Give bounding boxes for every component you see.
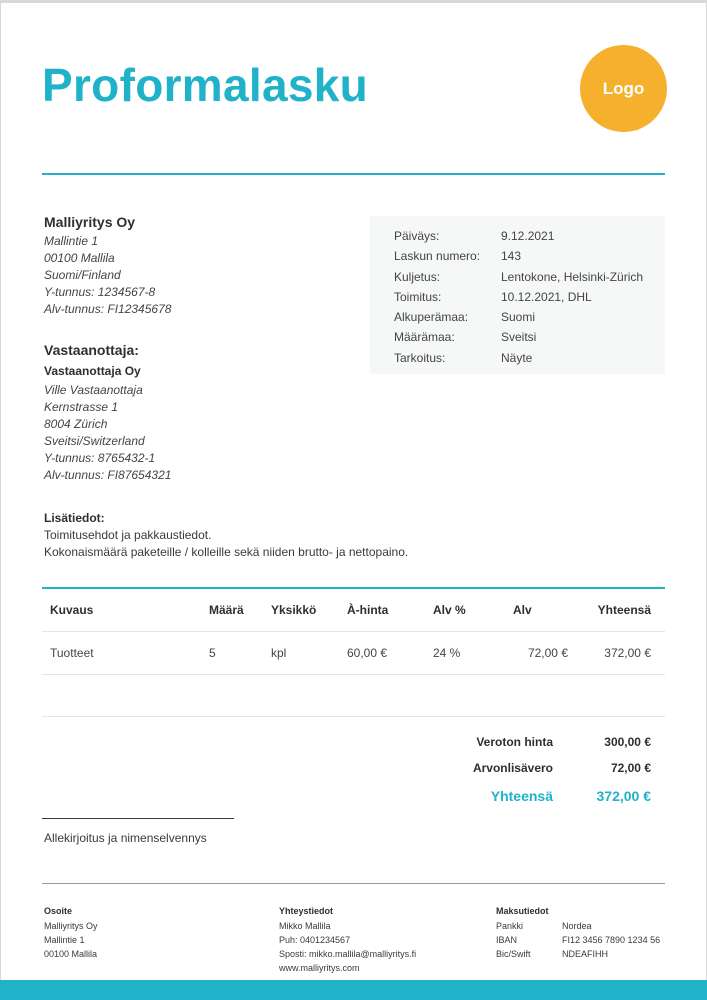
- info-label: Kuljetus:: [394, 269, 441, 284]
- cell-vat: 72,00 €: [527, 646, 568, 660]
- recipient-company: Vastaanottaja Oy: [44, 364, 141, 378]
- payment-row-bank: [496, 919, 660, 933]
- sender-address-line: Suomi/Finland: [44, 268, 121, 282]
- info-row-destination: [394, 327, 665, 347]
- payment-label: Bic/Swift: [496, 949, 531, 959]
- footer-address: [44, 904, 98, 961]
- recipient-address-line: 8004 Zürich: [44, 417, 108, 431]
- header-vat-percent: Alv %: [433, 603, 466, 617]
- recipient-business-id: Y-tunnus: 8765432-1: [44, 451, 156, 465]
- total-value: 300,00 €: [604, 735, 651, 749]
- company-logo: [580, 45, 667, 132]
- table-row: [42, 632, 665, 675]
- header-quantity: Määrä: [209, 603, 244, 617]
- sender-business-id: Y-tunnus: 1234567-8: [44, 285, 156, 299]
- info-value: Näyte: [501, 350, 533, 365]
- sender-company: Malliyritys Oy: [44, 214, 136, 230]
- sender-address-line: 00100 Mallila: [44, 251, 115, 265]
- footer-payment: [496, 904, 660, 961]
- footer-contact: [279, 904, 416, 975]
- total-row-vat: [430, 755, 665, 781]
- grand-total-value: 372,00 €: [596, 788, 651, 804]
- sender-block: [44, 214, 344, 318]
- info-row-transport: [394, 267, 665, 287]
- footer-contact-email: Sposti: mikko.mallila@malliyritys.fi: [279, 949, 417, 959]
- info-label: Alkuperämaa:: [394, 310, 469, 325]
- additional-info: [44, 510, 664, 561]
- totals-block: [430, 729, 665, 811]
- table-header: [42, 589, 665, 632]
- cell-quantity: 5: [209, 646, 216, 660]
- payment-row-iban: [496, 933, 660, 947]
- payment-value: Nordea: [562, 921, 592, 931]
- footer-contact-website: www.malliyritys.com: [279, 963, 360, 973]
- cell-unit: kpl: [271, 646, 287, 660]
- payment-row-bic: [496, 947, 660, 961]
- cell-vat-percent: 24 %: [433, 646, 461, 660]
- info-value: 10.12.2021, DHL: [501, 289, 592, 304]
- info-row-invoice-number: [394, 246, 665, 266]
- invoice-info-box: [370, 216, 665, 374]
- document-title: Proformalasku: [42, 59, 369, 111]
- info-label: Laskun numero:: [394, 249, 481, 264]
- payment-label: IBAN: [496, 935, 518, 945]
- header-unit: Yksikkö: [271, 603, 317, 617]
- footer-contact-heading: Yhteystiedot: [279, 906, 334, 916]
- table-bottom-divider: [42, 716, 665, 717]
- info-label: Toimitus:: [394, 289, 442, 304]
- total-label: Arvonlisävero: [472, 761, 553, 775]
- info-row-purpose: [394, 348, 665, 368]
- info-value: 143: [501, 249, 522, 264]
- cell-description: Tuotteet: [50, 646, 94, 660]
- total-row-grand: [430, 781, 665, 811]
- header-total: Yhteensä: [597, 603, 651, 617]
- logo-text: Logo: [602, 78, 645, 98]
- recipient-block: [44, 342, 344, 484]
- bottom-accent-bar: [0, 980, 707, 1000]
- recipient-address-line: Sveitsi/Switzerland: [44, 434, 145, 448]
- footer-address-heading: Osoite: [44, 906, 73, 916]
- header-unit-price: À-hinta: [347, 603, 389, 617]
- total-label: Veroton hinta: [476, 735, 553, 749]
- header-vat: Alv: [513, 603, 532, 617]
- grand-total-label: Yhteensä: [490, 788, 553, 804]
- sender-vat-id: Alv-tunnus: FI12345678: [44, 302, 172, 316]
- payment-label: Pankki: [496, 921, 524, 931]
- footer-address-line: Mallintie 1: [44, 935, 85, 945]
- additional-info-heading: Lisätiedot:: [44, 511, 105, 525]
- footer-address-line: Malliyritys Oy: [44, 921, 98, 931]
- additional-info-line: Toimitusehdot ja pakkaustiedot.: [44, 528, 212, 542]
- footer-payment-heading: Maksutiedot: [496, 906, 549, 916]
- footer-divider: [42, 883, 665, 884]
- info-value: Suomi: [501, 310, 536, 325]
- sender-address-line: Mallintie 1: [44, 234, 99, 248]
- info-value: Sveitsi: [501, 330, 537, 345]
- total-row-net: [430, 729, 665, 755]
- recipient-address-line: Ville Vastaanottaja: [44, 383, 143, 397]
- header-description: Kuvaus: [50, 603, 94, 617]
- signature-caption: Allekirjoitus ja nimenselvennys: [44, 831, 207, 845]
- footer-contact-name: Mikko Mallila: [279, 921, 331, 931]
- items-table: [42, 587, 665, 675]
- signature-line: [42, 818, 234, 819]
- header-divider: [42, 173, 665, 175]
- recipient-address-line: Kernstrasse 1: [44, 400, 119, 414]
- payment-value: NDEAFIHH: [562, 949, 609, 959]
- info-value: 9.12.2021: [501, 229, 555, 243]
- info-label: Määrämaa:: [394, 330, 455, 345]
- recipient-vat-id: Alv-tunnus: FI87654321: [44, 468, 172, 482]
- info-label: Päiväys:: [394, 229, 440, 243]
- info-row-delivery: [394, 287, 665, 307]
- footer-address-line: 00100 Mallila: [44, 949, 98, 959]
- payment-value: FI12 3456 7890 1234 56: [562, 935, 661, 945]
- info-label: Tarkoitus:: [394, 350, 446, 365]
- additional-info-line: Kokonaismäärä paketeille / kolleille sekä niiden brutto- ja nettopaino.: [44, 545, 409, 559]
- footer-contact-phone: Puh: 0401234567: [279, 935, 351, 945]
- recipient-heading: Vastaanottaja:: [44, 342, 139, 358]
- cell-unit-price: 60,00 €: [347, 646, 388, 660]
- info-value: Lentokone, Helsinki-Zürich: [501, 269, 644, 284]
- info-row-date: [394, 226, 665, 246]
- info-row-origin: [394, 307, 665, 327]
- total-value: 72,00 €: [610, 761, 651, 775]
- cell-total: 372,00 €: [604, 646, 651, 660]
